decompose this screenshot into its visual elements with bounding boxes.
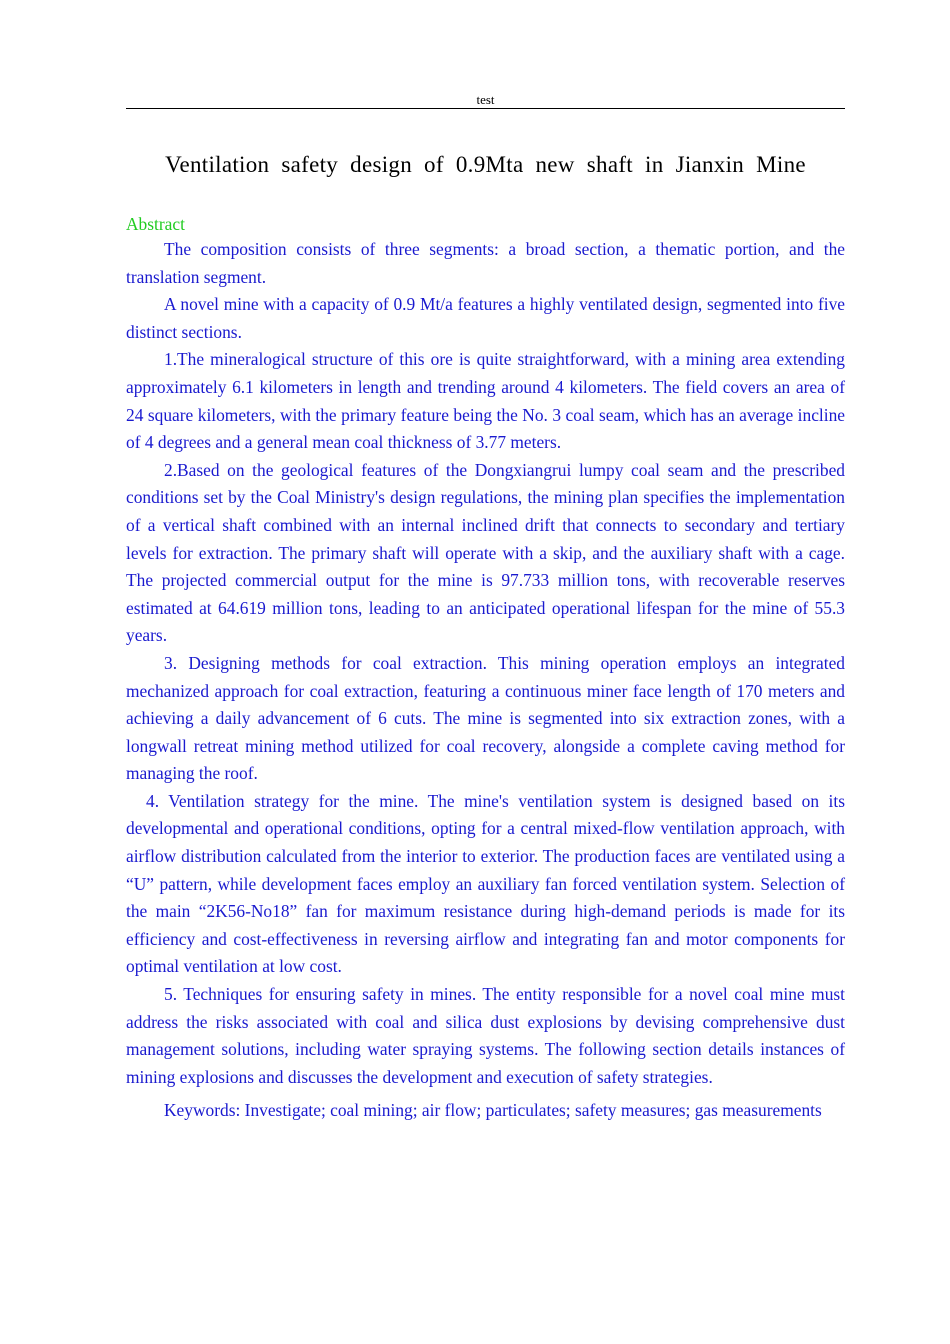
abstract-paragraph-overview: A novel mine with a capacity of 0.9 Mt/a features a highly ventilated design, segmented into five distinct sections.	[126, 294, 845, 342]
abstract-paragraph-development: 2.Based on the geological features of the Dongxiangrui lumpy coal seam and the prescribed conditions set by the Coal Ministry's design regulations, the mining plan specifies the implementation of a vertical shaft combined with an internal inclined drift that connects to secondary and tertiary levels for extraction. The primary shaft will operate with a skip, and the auxiliary shaft with a cage. The projected commercial output for the mine is 97.733 million tons, with recoverable reserves estimated at 64.619 million tons, leading to an anticipated operational lifespan for the mine of 55.3 years.	[126, 459, 845, 646]
document-title: Ventilation safety design of 0.9Mta new shaft in Jianxin Mine	[165, 152, 806, 177]
abstract-paragraph-safety: 5. Techniques for ensuring safety in mines. The entity responsible for a novel coal mine must address the risks associated with coal and silica dust explosions by devising comprehensive dust management solutions, including water spraying systems. The following section details instances of mining explosions and discusses the development and execution of safety strategies.	[126, 984, 845, 1087]
page-header: test	[476, 92, 495, 107]
abstract-paragraph-geology: 1.The mineralogical structure of this ore is quite straightforward, with a mining area extending approximately 6.1 kilometers in length and trending around 4 kilometers. The field covers an area of 24 square kilometers, with the primary feature being the No. 3 coal seam, which has an average incline of 4 degrees and a general mean coal thickness of 3.77 meters.	[126, 349, 845, 453]
abstract-paragraph-composition: The composition consists of three segments: a broad section, a thematic portion, and the translation segment.	[126, 239, 845, 287]
keywords-line: Keywords: Investigate; coal mining; air flow; particulates; safety measures; gas measurements	[164, 1100, 822, 1121]
abstract-paragraph-ventilation: 4. Ventilation strategy for the mine. The mine's ventilation system is designed based on its developmental and operational conditions, opting for a central mixed-flow ventilation approach, with airflow distribution calculated from the interior to exterior. The production faces are ventilated using a “U” pattern, while development faces employ an auxiliary fan forced ventilation system. Selection of the main “2K56-No18” fan for maximum resistance during high-demand periods is made for its efficiency and cost-effectiveness in reversing airflow and integrating fan and motor components for optimal ventilation at low cost.	[126, 790, 845, 977]
abstract-section	[126, 212, 845, 1125]
abstract-paragraph-extraction: 3. Designing methods for coal extraction. This mining operation employs an integrated mechanized approach for coal extraction, featuring a continuous miner face length of 170 meters and achieving a daily advancement of 6 cuts. The mine is segmented into six extraction zones, with a longwall retreat mining method utilized for coal recovery, alongside a complete caving method for managing the roof.	[126, 652, 845, 784]
abstract-heading: Abstract	[126, 214, 185, 234]
header-divider	[126, 108, 845, 109]
